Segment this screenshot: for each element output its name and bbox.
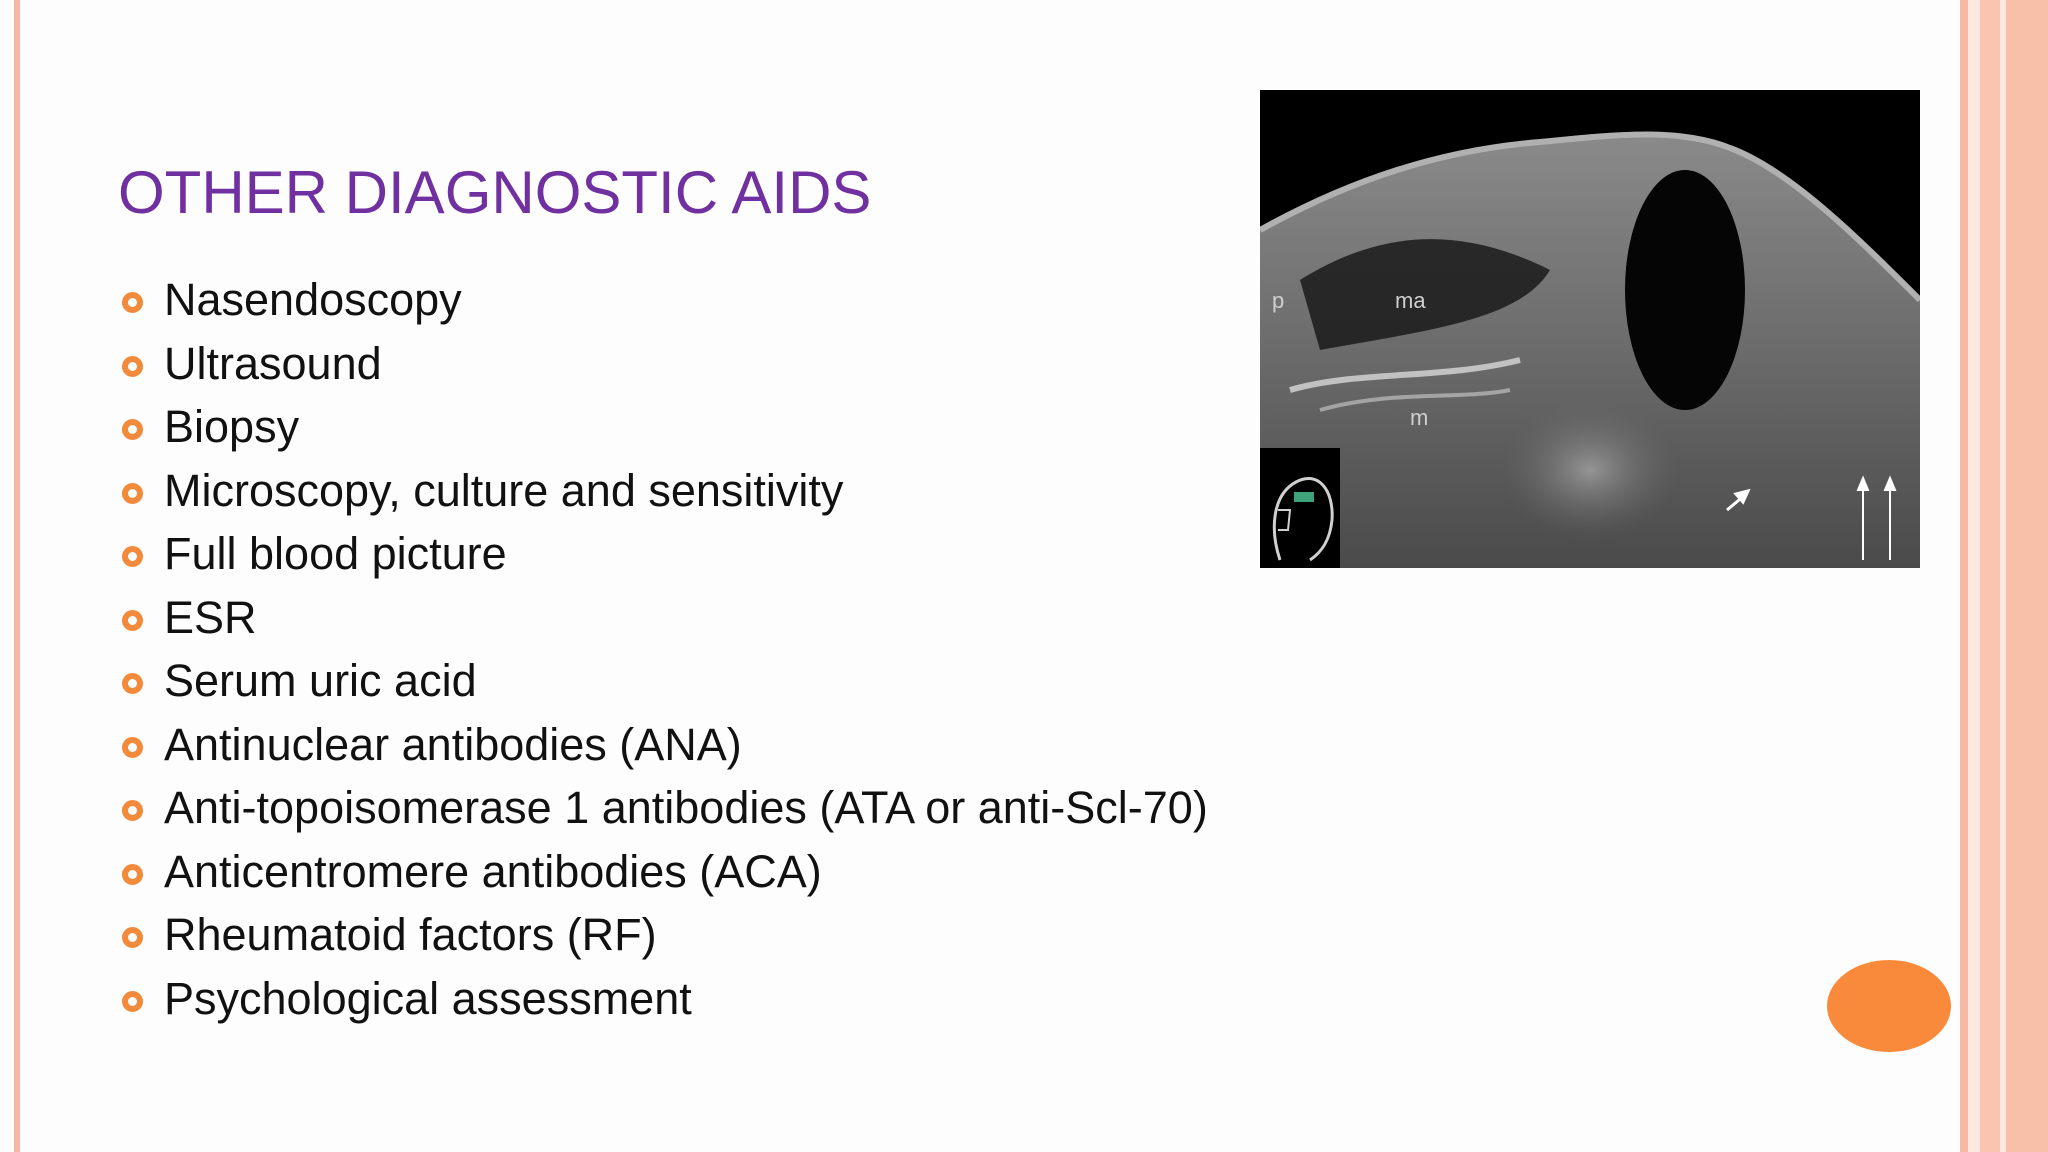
right-border-stripe — [1968, 0, 1980, 1152]
list-item — [118, 967, 1208, 1031]
list-item-text: ESR — [164, 591, 257, 643]
circle-bullet-icon — [122, 927, 143, 948]
right-border-stripe — [2006, 0, 2048, 1152]
list-item — [118, 522, 1208, 586]
list-item — [118, 586, 1208, 650]
list-item-text: Rheumatoid factors (RF) — [164, 909, 657, 960]
head-probe-icon — [1260, 448, 1340, 568]
image-label-ma: ma — [1395, 288, 1426, 313]
list-item — [118, 332, 1208, 396]
circle-bullet-icon — [122, 292, 143, 313]
list-item-text: Serum uric acid — [164, 655, 477, 706]
decorative-oval — [1827, 960, 1951, 1052]
circle-bullet-icon — [122, 991, 143, 1012]
list-item-text: Microscopy, culture and sensitivity — [164, 464, 844, 516]
list-item-text: Psychological assessment — [164, 972, 692, 1024]
list-item — [118, 395, 1208, 459]
list-item — [118, 459, 1208, 523]
circle-bullet-icon — [122, 673, 143, 694]
list-item-text: Nasendoscopy — [164, 274, 462, 325]
right-border-stripe — [1960, 0, 1968, 1152]
image-label-m: m — [1410, 405, 1429, 430]
list-item-text: Full blood picture — [164, 528, 507, 579]
bullet-list — [118, 268, 1208, 1030]
circle-bullet-icon — [122, 546, 143, 567]
circle-bullet-icon — [122, 356, 143, 377]
circle-bullet-icon — [122, 419, 143, 440]
circle-bullet-icon — [122, 610, 143, 631]
list-item-text: Anti-topoisomerase 1 antibodies (ATA or anti-Scl-70) — [164, 782, 1208, 833]
circle-bullet-icon — [122, 483, 143, 504]
list-item-text: Ultrasound — [164, 337, 382, 389]
left-border-stripe — [14, 0, 20, 1152]
list-item — [118, 776, 1208, 840]
circle-bullet-icon — [122, 800, 143, 821]
list-item-text: Anticentromere antibodies (ACA) — [164, 845, 822, 897]
list-item-text: Biopsy — [164, 401, 300, 452]
list-item — [118, 268, 1208, 332]
list-item — [118, 903, 1208, 967]
slide-title: OTHER DIAGNOSTIC AIDS — [118, 159, 872, 226]
list-item — [118, 713, 1208, 777]
circle-bullet-icon — [122, 864, 143, 885]
right-border-stripe — [1980, 0, 2000, 1152]
list-item — [118, 649, 1208, 713]
ultrasound-image — [1260, 90, 1920, 568]
list-item-text: Antinuclear antibodies (ANA) — [164, 718, 742, 770]
image-label-p: p — [1272, 288, 1285, 313]
list-item — [118, 840, 1208, 904]
circle-bullet-icon — [122, 737, 143, 758]
